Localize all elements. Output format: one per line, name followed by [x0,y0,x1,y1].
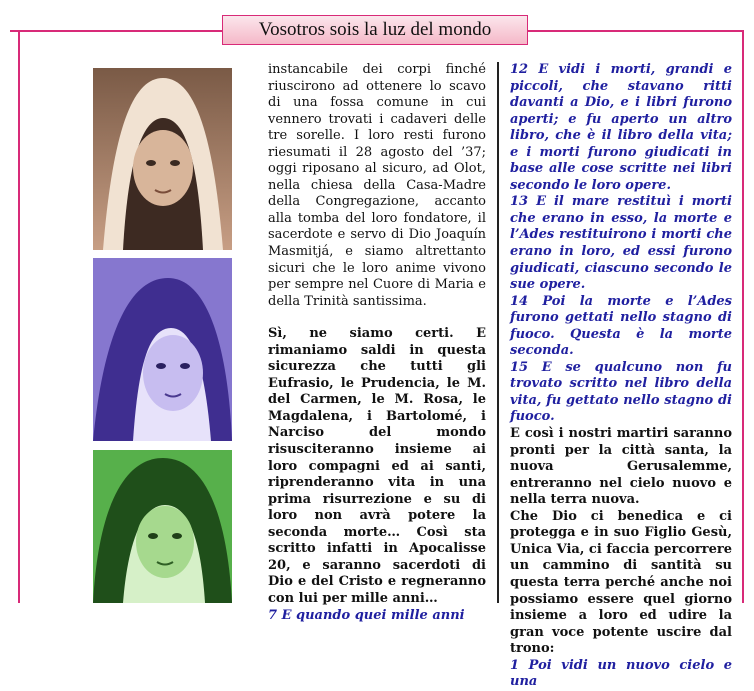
text-column-1 [268,62,486,624]
verse-13: 13 E il mare restituì i morti che erano in esso, la morte e l’Ades restituirono i morti che erano in loro, ed essi furono giudicati, ciascuno secondo le sue opere. [510,194,732,293]
paragraph-intro: instancabile dei corpi finché riuscirono ad ottenere lo scavo di una fossa comune in cui vennero trovati i cadaveri delle tre sorelle. I loro resti furono riesumati il 28 agosto del ’37; oggi riposano al sicuro, ad Olot, nella chiesa della Casa-Madre della Congregazione, accanto alla tomba del loro fondatore, il sacerdote e servo di Dio Joaquín Masmitjá, e siamo altrettanto sicuri che le loro anime vivono per sempre nel Cuore di Maria e della Trinità santissima. [268,62,486,309]
page-title: Vosotros sois la luz del mondo [222,15,528,45]
paragraph-bold: Sì, ne siamo certi. E rimaniamo saldi in questa sicurezza che tutti gli Eufrasio, le Prudencia, le M. del Carmen, le M. Rosa, le Magdalena, i Bartolomé, i Narciso del mondo risusciteranno insieme ai loro compagni ed ai santi, riprenderanno vita in una prima risurrezione e su di loro non avrà potere la seconda morte… Così sta scritto infatti in Apocalisse 20, e saranno sacerdoti di Dio e del Cristo e regneranno con lui per mille anni… [268,326,486,606]
verse-1: 1 Poi vidi un nuovo cielo e una [510,657,732,690]
portrait-photo-1 [93,68,232,250]
verse-12: 12 E vidi i morti, grandi e piccoli, che stavano ritti davanti a Dio, e i libri furono aperti; e fu aperto un altro libro, che è il libro della vita; e i morti furono giudicati in base alle cose scritte nei libri secondo le loro opere. [510,62,732,193]
text-column-2 [510,62,732,691]
paragraph-martyrs: E così i nostri martiri saranno pronti per la città santa, la nuova Gerusalemme, entreranno nel cielo nuovo e nella terra nuova. [510,426,732,508]
right-border-rule [742,30,744,603]
left-border-rule [18,30,20,603]
paragraph-blessing: Che Dio ci benedica e ci protegga e in suo Figlio Gesù, Unica Via, ci faccia percorrere un cammino di santità su questa terra perché anche noi possiamo essere quel giorno insieme a loro ed udire la gran voce potente uscire dal trono: [510,508,732,657]
verse-14: 14 Poi la morte e l’Ades furono gettati nello stagno di fuoco. Questa è la morte seconda. [510,293,732,359]
verse-7: 7 E quando quei mille anni [268,607,465,623]
portrait-photo-3 [93,450,232,603]
column-divider [497,62,499,603]
portrait-photo-2 [93,258,232,441]
verse-15: 15 E se qualcuno non fu trovato scritto nel libro della vita, fu gettato nello stagno di fuoco. [510,359,732,425]
